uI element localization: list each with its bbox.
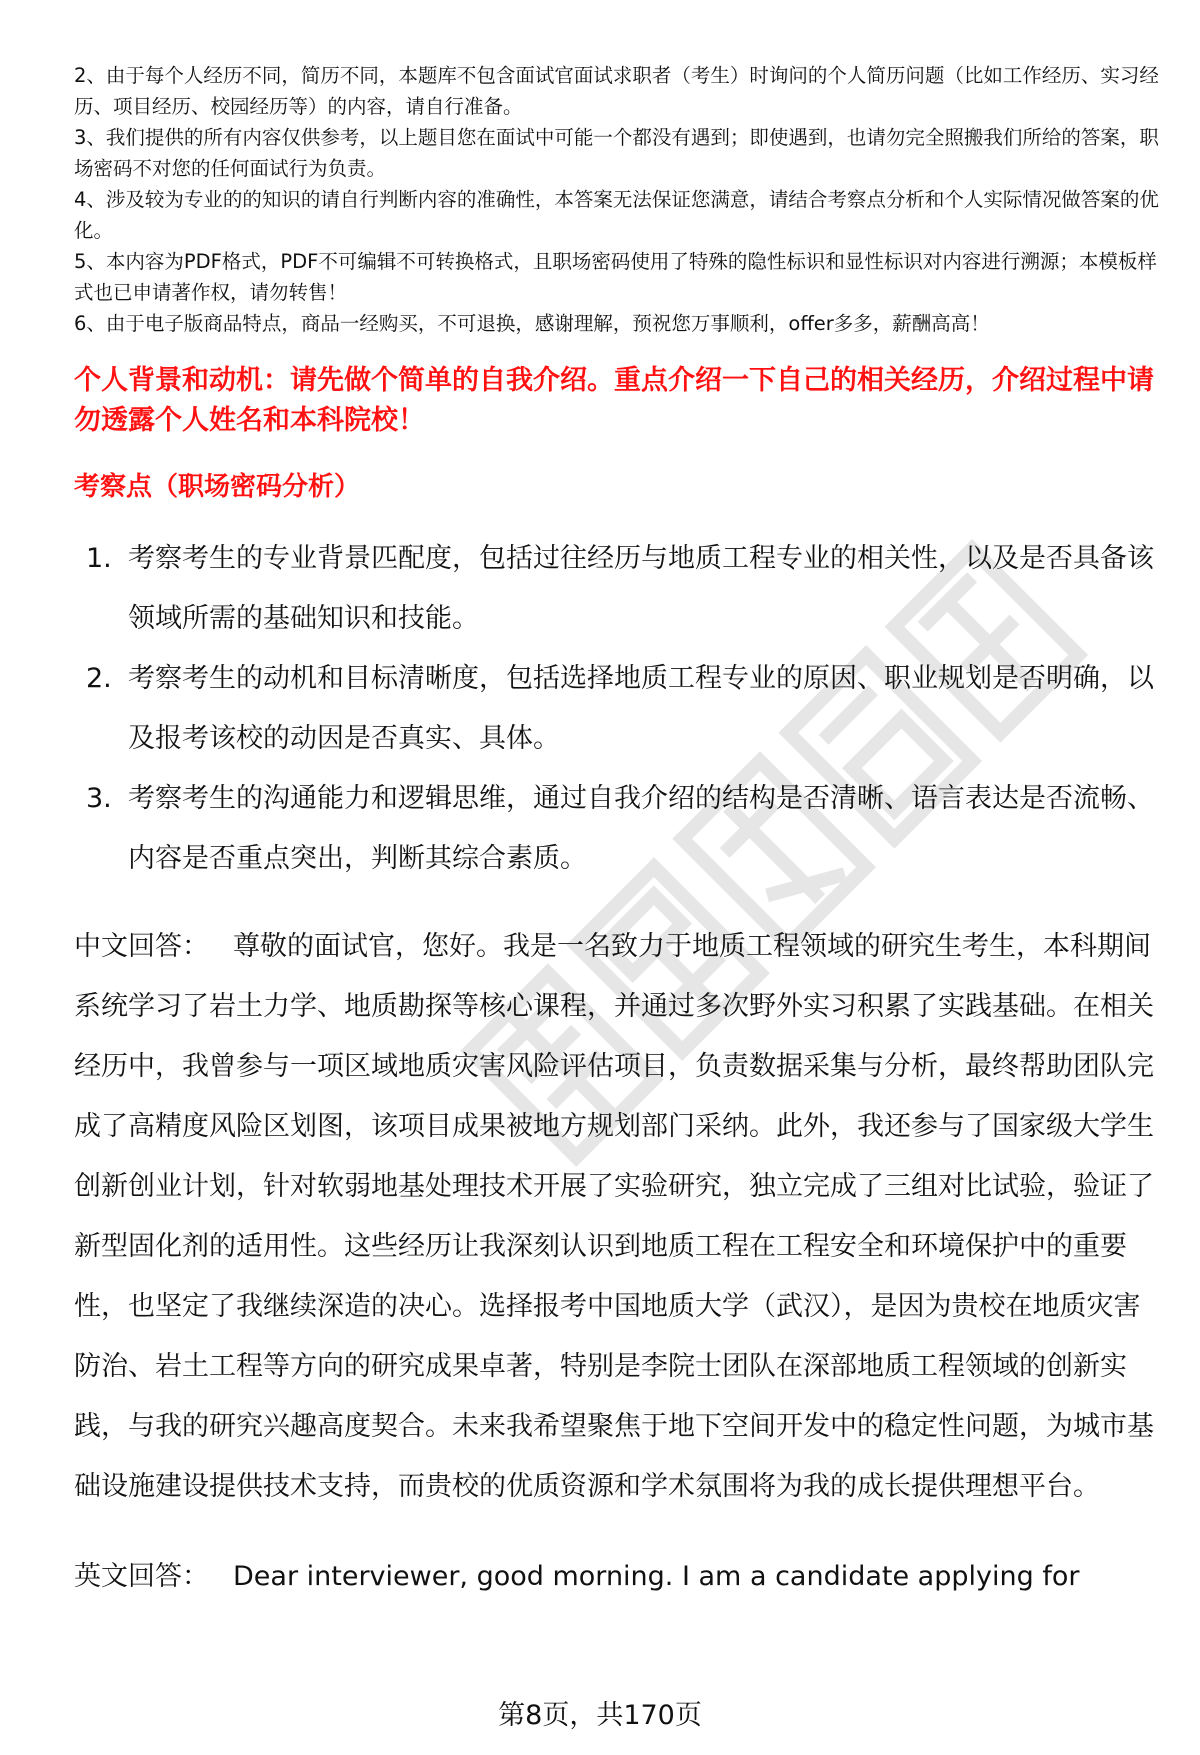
english-answer — [74, 1547, 1160, 1607]
list-item-text: 考察考生的沟通能力和逻辑思维，通过自我介绍的结构是否清晰、语言表达是否流畅、内容是否重点突出，判断其综合素质。 — [128, 783, 1154, 874]
page-number: 第8页，共170页 — [498, 1700, 702, 1731]
english-answer-text: Dear interviewer, good morning. I am a candidate applying for — [233, 1561, 1080, 1592]
chinese-answer-label: 中文回答： — [74, 931, 209, 962]
note-6: 6、由于电子版商品特点，商品一经购买，不可退换，感谢理解，预祝您万事顺利，offer多多，薪酬高高！ — [74, 312, 990, 335]
list-item-text: 考察考生的专业背景匹配度，包括过往经历与地质工程专业的相关性，以及是否具备该领域所需的基础知识和技能。 — [128, 543, 1154, 634]
chinese-answer-text: 尊敬的面试官，您好。我是一名致力于地质工程领域的研究生考生，本科期间系统学习了岩土力学、地质勘探等核心课程，并通过多次野外实习积累了实践基础。在相关经历中，我曾参与一项区域地质灾害风险评估项目，负责数据采集与分析，最终帮助团队完成了高精度风险区划图，该项目成果被地方规划部门采纳。此外，我还参与了国家级大学生创新创业计划，针对软弱地基处理技术开展了实验研究，独立完成了三组对比试验，验证了新型固化剂的适用性。这些经历让我深刻认识到地质工程在工程安全和环境保护中的重要性，也坚定了我继续深造的决心。选择报考中国地质大学（武汉），是因为贵校在地质灾害防治、岩土工程等方向的研究成果卓著，特别是李院士团队在深部地质工程领域的创新实践，与我的研究兴趣高度契合。未来我希望聚焦于地下空间开发中的稳定性问题，为城市基础设施建设提供技术支持，而贵校的优质资源和学术氛围将为我的成长提供理想平台。 — [74, 931, 1154, 1502]
list-item — [74, 529, 1160, 649]
document-page — [74, 60, 1160, 1607]
list-item-text: 考察考生的动机和目标清晰度，包括选择地质工程专业的原因、职业规划是否明确，以及报考该校的动因是否真实、具体。 — [128, 663, 1154, 754]
points-heading: 考察点（职场密码分析） — [74, 472, 361, 502]
note-2: 2、由于每个人经历不同，简历不同，本题库不包含面试官面试求职者（考生）时询问的个人简历问题（比如工作经历、实习经历、项目经历、校园经历等）的内容，请自行准备。 — [74, 64, 1159, 118]
list-item-number: 2. — [86, 663, 112, 694]
chinese-answer — [74, 917, 1160, 1517]
list-item — [74, 769, 1160, 889]
question-title: 个人背景和动机：请先做个简单的自我介绍。重点介绍一下自己的相关经历，介绍过程中请勿透露个人姓名和本科院校！ — [74, 365, 1154, 436]
list-item-number: 1. — [86, 543, 112, 574]
notes-block — [74, 60, 1160, 339]
note-3: 3、我们提供的所有内容仅供参考，以上题目您在面试中可能一个都没有遇到；即使遇到，也请勿完全照搬我们所给的答案，职场密码不对您的任何面试行为负责。 — [74, 126, 1159, 180]
note-5: 5、本内容为PDF格式，PDF不可编辑不可转换格式，且职场密码使用了特殊的隐性标识和显性标识对内容进行溯源；本模板样式也已申请著作权，请勿转售！ — [74, 250, 1157, 304]
points-list — [74, 529, 1160, 889]
list-item-number: 3. — [86, 783, 112, 814]
list-item — [74, 649, 1160, 769]
english-answer-label: 英文回答： — [74, 1561, 209, 1592]
note-4: 4、涉及较为专业的的知识的请自行判断内容的准确性，本答案无法保证您满意，请结合考察点分析和个人实际情况做答案的优化。 — [74, 188, 1159, 242]
